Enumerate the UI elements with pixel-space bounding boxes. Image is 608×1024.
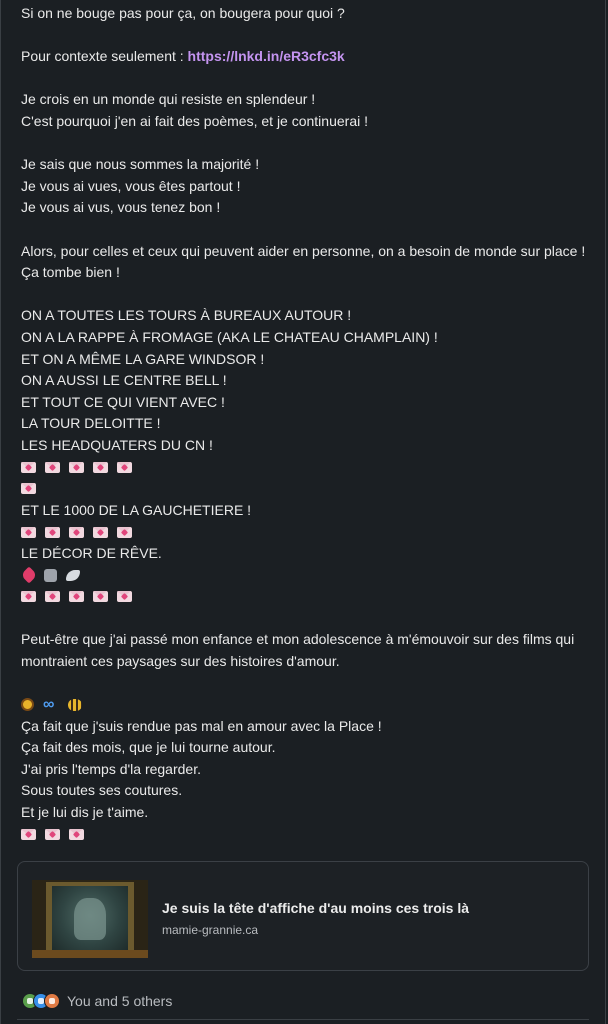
link-preview-thumbnail[interactable] [32,880,148,958]
post-line: Je vous ai vues, vous êtes partout ! [21,177,241,194]
love-letter-icon [117,527,132,538]
love-letter-icon [45,462,60,473]
context-link[interactable]: https://lnkd.in/eR3cfc3k [187,48,345,65]
context-prefix: Pour contexte seulement : [21,48,188,65]
post-line: ET TOUT CE QUI VIENT AVEC ! [21,393,225,410]
post-line: Alors, pour celles et ceux qui peuvent aider en personne, on a besoin de monde sur place ! Ça tombe bien ! [21,242,586,281]
post-line: ET LE 1000 DE LA GAUCHETIERE ! [21,501,252,518]
post-line: Si on ne bouge pas pour ça, on bougera pour quoi ? [21,5,345,21]
emoji-row-dream [21,564,591,586]
post-line: Je sais que nous sommes la majorité ! [21,156,260,173]
love-letter-icon [21,483,36,494]
love-letter-icon [117,462,132,473]
love-letter-icon [69,462,84,473]
emoji-row-love-letters [21,456,591,478]
sunflower-icon [21,698,34,711]
dove-icon [44,569,57,582]
love-letter-icon [21,462,36,473]
reactions-count[interactable]: You and 5 others [67,993,173,1009]
post-line [21,46,591,68]
post-line: Et je lui dis je t'aime. [21,803,149,820]
emoji-row-love-letters [21,586,591,608]
divider [17,1019,589,1020]
wing-icon [66,570,80,581]
post-line: ON A LA RAPPE À FROMAGE (AKA LE CHATEAU CHAMPLAIN) ! [21,328,438,345]
love-letter-icon [21,527,36,538]
post-line: ON A TOUTES LES TOURS À BUREAUX AUTOUR ! [21,307,352,324]
post-body [21,3,591,845]
love-letter-icon [69,591,84,602]
link-preview-domain: mamie-grannie.ca [162,923,259,937]
emoji-row-nature [21,694,591,716]
reactions-summary[interactable] [22,990,172,1012]
post-line: C'est pourquoi j'en ai fait des poèmes, et je continuerai ! [21,112,368,129]
link-preview-card[interactable] [17,861,589,971]
post-line: LE DÉCOR DE RÊVE. [21,544,162,561]
post-line: Je vous ai vus, vous tenez bon ! [21,199,221,216]
post-line: Je crois en un monde qui resiste en splendeur ! [21,91,316,108]
bee-icon [68,699,82,711]
post-line: Ça fait que j'suis rendue pas mal en amour avec la Place ! [21,717,382,734]
post-line: J'ai pris l'temps d'la regarder. [21,760,201,777]
love-letter-icon [117,591,132,602]
love-letter-icon [21,591,36,602]
love-letter-icon [45,591,60,602]
love-letter-icon [45,527,60,538]
love-letter-icon [93,462,108,473]
post-line: LES HEADQUATERS DU CN ! [21,436,213,453]
emoji-row-love-letter-single [21,478,591,500]
love-letter-icon [93,527,108,538]
infinity-icon: ∞ [43,695,55,713]
love-letter-icon [69,527,84,538]
post-line: ET ON A MÊME LA GARE WINDSOR ! [21,350,265,367]
post-line: LA TOUR DELOITTE ! [21,415,161,432]
post-line: Ça fait des mois, que je lui tourne autour. [21,739,276,756]
love-letter-icon [45,829,60,840]
love-letter-icon [69,829,84,840]
post-line: Sous toutes ses coutures. [21,782,183,799]
heart-with-arrow-icon [21,567,38,584]
love-icon [44,993,60,1009]
love-letter-icon [93,591,108,602]
link-preview-title[interactable]: Je suis la tête d'affiche d'au moins ces trois là [162,900,469,916]
post-line: ON A AUSSI LE CENTRE BELL ! [21,372,227,389]
emoji-row-love-letters [21,521,591,543]
post-line: Peut-être que j'ai passé mon enfance et mon adolescence à m'émouvoir sur des films qui montraient ces paysages sur des histoires d'amour. [21,631,575,669]
love-letter-icon [21,829,36,840]
emoji-row-love-letters [21,824,591,846]
